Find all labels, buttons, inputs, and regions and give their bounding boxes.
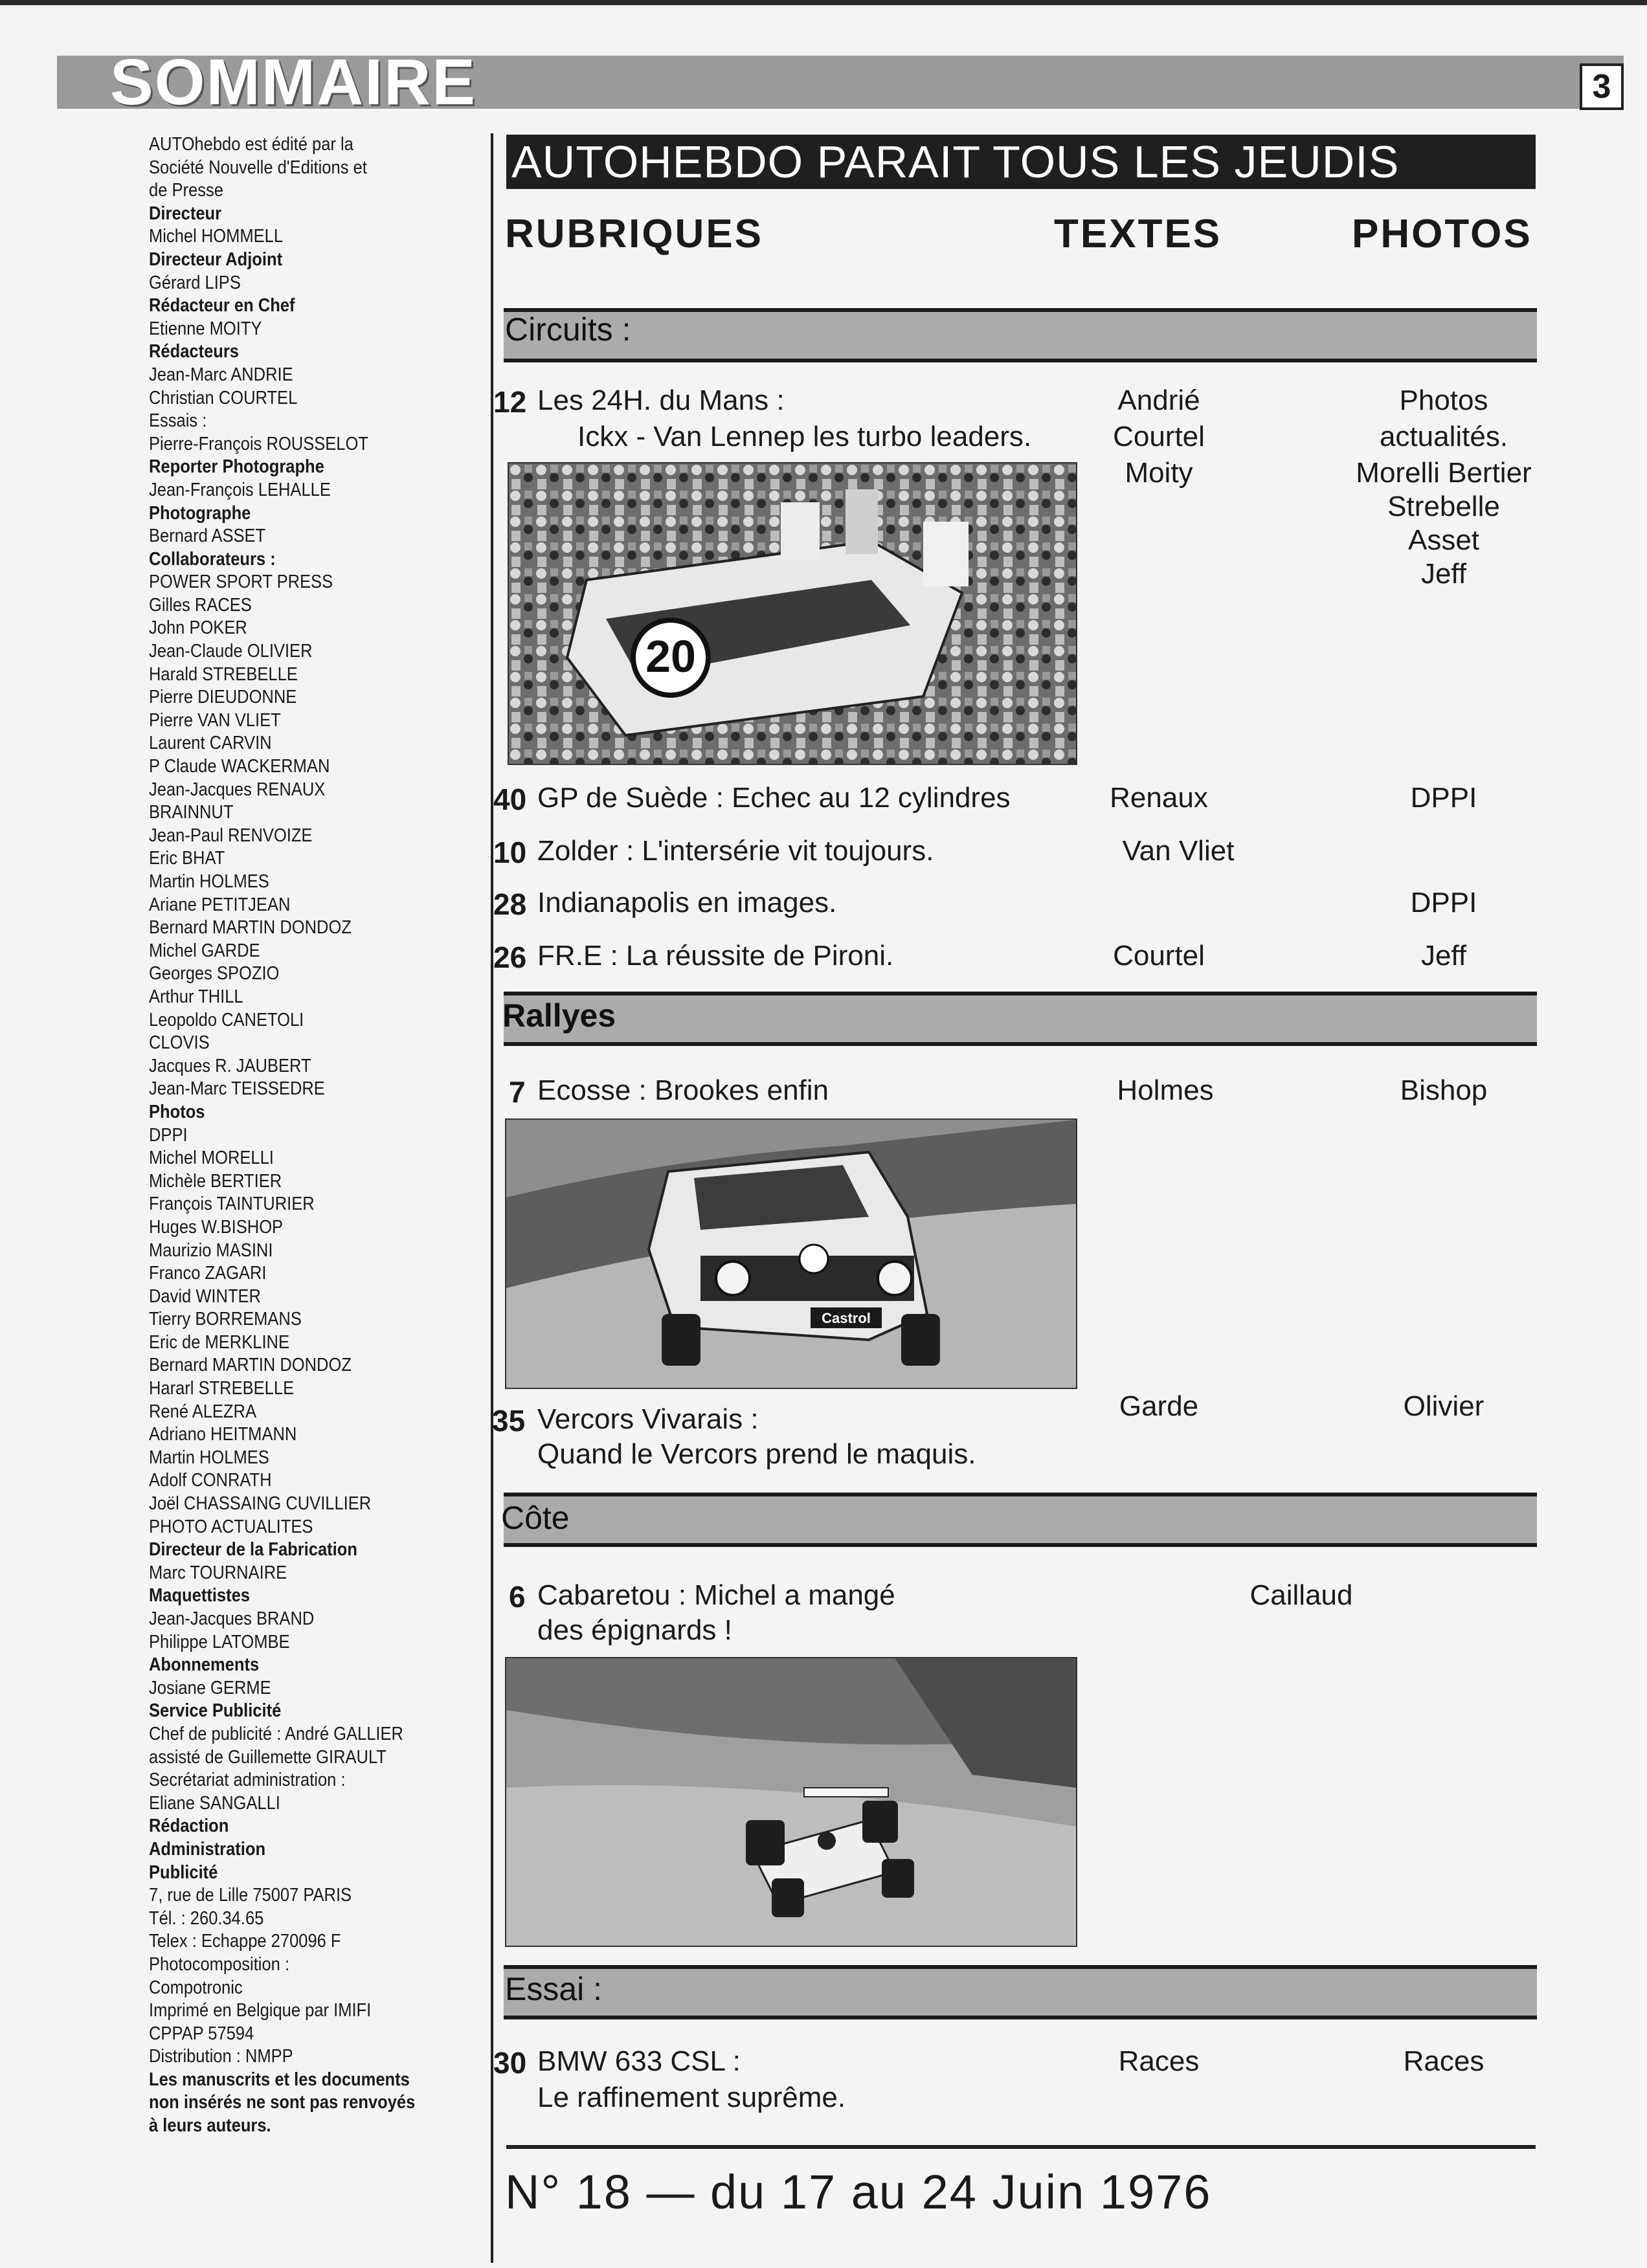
credit-line: Gilles RACES — [149, 594, 252, 616]
credit-line: Michèle BERTIER — [149, 1170, 282, 1192]
credit-heading: à leurs auteurs. — [149, 2115, 271, 2137]
credit-line: Gérard LIPS — [149, 272, 241, 293]
entry-page: 10 — [493, 836, 527, 869]
credit-line: Michel MORELLI — [149, 1148, 274, 1169]
entry-photos: Photos — [1399, 384, 1488, 416]
entry-title: Cabaretou : Michel a mangé — [537, 1579, 895, 1611]
entry-textes: Van Vliet — [1122, 835, 1235, 867]
entry-photos: Bishop — [1400, 1074, 1488, 1106]
credit-line: John POKER — [149, 617, 247, 639]
section-bar-circuits — [504, 308, 1537, 362]
entry-page: 35 — [492, 1404, 526, 1438]
credit-line: Marc TOURNAIRE — [149, 1562, 287, 1583]
credit-line: Adolf CONRATH — [149, 1470, 272, 1491]
credit-line: Distribution : NMPP — [149, 2046, 293, 2067]
issue-line: N° 18 — du 17 au 24 Juin 1976 — [505, 2165, 1212, 2219]
entry-page: 30 — [493, 2046, 527, 2080]
credit-line: David WINTER — [149, 1285, 261, 1307]
credit-line: Martin HOLMES — [149, 871, 269, 892]
credit-line: Telex : Echappe 270096 F — [149, 1931, 341, 1952]
credit-line: Compotronic — [149, 1977, 243, 1998]
entry-page: 26 — [493, 940, 527, 974]
credit-line: Martin HOLMES — [149, 1447, 269, 1468]
credit-line: Georges SPOZIO — [149, 963, 280, 984]
credit-line: Bernard ASSET — [149, 526, 266, 547]
rally-sticker: Castrol — [822, 1310, 871, 1326]
credit-line: Bernard MARTIN DONDOZ — [149, 917, 352, 939]
column-head-rubriques: RUBRIQUES — [505, 212, 764, 256]
entry-textes: Caillaud — [1249, 1579, 1353, 1611]
entry-page: 7 — [509, 1075, 526, 1109]
credit-line: P Claude WACKERMAN — [149, 756, 330, 777]
credit-line: Maurizio MASINI — [149, 1240, 273, 1261]
credit-line: Jean-François LEHALLE — [149, 479, 331, 500]
credit-line: Arthur THILL — [149, 986, 243, 1007]
credit-line: François TAINTURIER — [149, 1194, 315, 1215]
entry-textes: Courtel — [1113, 421, 1205, 452]
section-title-cote: Côte — [501, 1500, 570, 1536]
credit-line: Michel GARDE — [149, 940, 260, 961]
credit-line: Essais : — [149, 410, 207, 432]
credit-heading: Collaborateurs : — [149, 548, 276, 570]
credit-line: POWER SPORT PRESS — [149, 572, 333, 593]
photo-hillclimb — [505, 1657, 1077, 1947]
photo-le-mans-illustration — [509, 463, 1076, 764]
credit-line: DPPI — [149, 1124, 188, 1146]
entry-photos: Asset — [1407, 524, 1480, 556]
credit-line: CLOVIS — [149, 1032, 210, 1054]
credit-heading: non insérés ne sont pas renvoyés — [149, 2092, 416, 2113]
entry-title: BMW 633 CSL : — [537, 2045, 741, 2077]
credit-line: Jean-Jacques BRAND — [149, 1608, 315, 1629]
credit-line: Laurent CARVIN — [149, 733, 272, 754]
credit-line: Imprimé en Belgique par IMIFI — [149, 2000, 372, 2021]
entry-photos: Jeff — [1420, 558, 1467, 590]
credit-line: BRAINNUT — [149, 802, 234, 823]
entry-page: 6 — [509, 1580, 526, 1614]
credit-line: Adriano HEITMANN — [149, 1424, 297, 1445]
credit-line: Bernard MARTIN DONDOZ — [149, 1355, 352, 1376]
credit-heading: Rédaction — [149, 1816, 229, 1837]
banner-text: AUTOHEBDO PARAIT TOUS LES JEUDIS — [511, 137, 1400, 187]
column-head-textes: TEXTES — [1054, 212, 1222, 256]
credit-line: Etienne MOITY — [149, 318, 262, 339]
entry-photos: Olivier — [1403, 1390, 1485, 1422]
entry-photos: actualités. — [1379, 421, 1508, 452]
section-title-rallyes: Rallyes — [502, 997, 616, 1034]
credit-heading: Photographe — [149, 502, 251, 524]
credit-line: Chef de publicité : André GALLIER — [149, 1723, 403, 1744]
entry-page: 40 — [493, 783, 527, 816]
photo-hillclimb-illustration — [506, 1658, 1076, 1946]
credit-line: Josiane GERME — [149, 1677, 271, 1698]
credit-heading: Directeur Adjoint — [149, 249, 283, 270]
entry-textes: Andrié — [1117, 384, 1200, 416]
column-head-photos: PHOTOS — [1352, 212, 1532, 256]
credit-line: Philippe LATOMBE — [149, 1631, 290, 1652]
entry-subtitle: Quand le Vercors prend le maquis. — [537, 1438, 976, 1470]
entry-title: FR.E : La réussite de Pironi. — [537, 940, 894, 972]
credit-line: Eliane SANGALLI — [149, 1792, 280, 1814]
credits-column — [149, 133, 486, 2138]
credit-line: Joël CHASSAING CUVILLIER — [149, 1493, 372, 1515]
photo-rally-illustration — [506, 1120, 1076, 1388]
entry-subtitle: Ickx - Van Lennep les turbo leaders. — [577, 421, 1032, 452]
credit-line: Jean-Claude OLIVIER — [149, 641, 313, 662]
credit-line: Pierre DIEUDONNE — [149, 687, 297, 708]
section-bar-essai — [504, 1965, 1537, 2019]
credit-line: de Presse — [149, 180, 223, 201]
entry-title: Les 24H. du Mans : — [537, 384, 785, 416]
entry-textes: Races — [1118, 2045, 1200, 2077]
credit-heading: Les manuscrits et les documents — [149, 2069, 410, 2090]
footer-rule — [506, 2145, 1536, 2149]
entry-title: Zolder : L'intersérie vit toujours. — [537, 835, 934, 867]
credit-heading: Reporter Photographe — [149, 456, 324, 478]
credit-line: Hararl STREBELLE — [149, 1378, 295, 1399]
photo-rally — [505, 1118, 1077, 1389]
section-title-circuits: Circuits : — [505, 311, 631, 348]
car-number: 20 — [645, 631, 696, 682]
entry-page: 28 — [493, 887, 527, 921]
credit-line: AUTOhebdo est édité par la — [149, 134, 353, 155]
credit-line: Huges W.BISHOP — [149, 1216, 284, 1238]
entry-photos: Morelli Bertier — [1356, 457, 1532, 489]
entry-title: Indianapolis en images. — [537, 887, 837, 918]
credit-line: Leopoldo CANETOLI — [149, 1009, 304, 1030]
entry-textes: Renaux — [1110, 782, 1208, 814]
page-title: SOMMAIRE — [110, 46, 476, 118]
credit-line: Pierre-François ROUSSELOT — [149, 433, 368, 454]
page-number: 3 — [1580, 63, 1624, 110]
credit-line: Franco ZAGARI — [149, 1263, 267, 1284]
column-divider — [491, 133, 493, 2263]
entry-photos: Races — [1403, 2045, 1485, 2077]
credit-line: Photocomposition : — [149, 1953, 290, 1975]
section-bar-cote — [504, 1493, 1537, 1547]
credit-line: PHOTO ACTUALITES — [149, 1516, 313, 1537]
entry-subtitle: des épignards ! — [537, 1614, 732, 1646]
credit-line: Christian COURTEL — [149, 387, 298, 408]
entry-textes: Courtel — [1113, 940, 1205, 972]
credit-line: CPPAP 57594 — [149, 2023, 254, 2044]
entry-photos: Jeff — [1420, 940, 1467, 972]
credit-heading: Service Publicité — [149, 1700, 282, 1722]
entry-page: 12 — [493, 385, 527, 419]
credit-line: Jean-Marc TEISSEDRE — [149, 1078, 325, 1100]
section-title-essai: Essai : — [505, 1971, 603, 2007]
credit-line: Société Nouvelle d'Editions et — [149, 157, 367, 178]
credit-line: 7, rue de Lille 75007 PARIS — [149, 1885, 352, 1906]
credit-line: Tél. : 260.34.65 — [149, 1907, 264, 1929]
credit-line: Jean-Jacques RENAUX — [149, 779, 326, 800]
entry-title: GP de Suède : Echec au 12 cylindres — [537, 782, 1011, 814]
entry-title: Ecosse : Brookes enfin — [537, 1074, 829, 1106]
credit-heading: Directeur de la Fabrication — [149, 1539, 357, 1561]
credit-line: Michel HOMMELL — [149, 226, 284, 247]
credit-line: assisté de Guillemette GIRAULT — [149, 1746, 387, 1768]
section-bar-rallyes — [504, 992, 1537, 1046]
top-rule — [0, 0, 1647, 5]
credit-line: Jacques R. JAUBERT — [149, 1055, 311, 1076]
entry-title: Vercors Vivarais : — [537, 1403, 759, 1435]
credit-line: René ALEZRA — [149, 1401, 256, 1422]
entry-textes: Garde — [1119, 1390, 1199, 1422]
entry-photos: DPPI — [1410, 887, 1477, 918]
credit-heading: Rédacteur en Chef — [149, 295, 295, 317]
credit-heading: Administration — [149, 1838, 266, 1860]
credit-line: Ariane PETITJEAN — [149, 894, 291, 915]
entry-subtitle: Le raffinement suprême. — [537, 2082, 846, 2113]
credit-heading: Photos — [149, 1101, 205, 1122]
entry-textes: Moity — [1125, 457, 1193, 489]
credit-heading: Directeur — [149, 203, 222, 224]
photo-le-mans — [508, 462, 1077, 765]
credit-line: Secrétariat administration : — [149, 1770, 346, 1791]
credit-line: Jean-Paul RENVOIZE — [149, 825, 313, 846]
credit-line: Eric BHAT — [149, 848, 225, 869]
credit-heading: Abonnements — [149, 1654, 260, 1676]
credit-heading: Maquettistes — [149, 1585, 250, 1606]
credit-line: Tierry BORREMANS — [149, 1309, 302, 1330]
credit-heading: Rédacteurs — [149, 341, 240, 362]
credit-line: Jean-Marc ANDRIE — [149, 364, 293, 385]
entry-photos: DPPI — [1410, 782, 1477, 814]
credit-heading: Publicité — [149, 1862, 218, 1883]
entry-textes: Holmes — [1117, 1074, 1214, 1106]
entry-photos: Strebelle — [1387, 491, 1500, 522]
credit-line: Pierre VAN VLIET — [149, 709, 281, 731]
credit-line: Eric de MERKLINE — [149, 1331, 289, 1353]
credit-line: Harald STREBELLE — [149, 663, 298, 685]
